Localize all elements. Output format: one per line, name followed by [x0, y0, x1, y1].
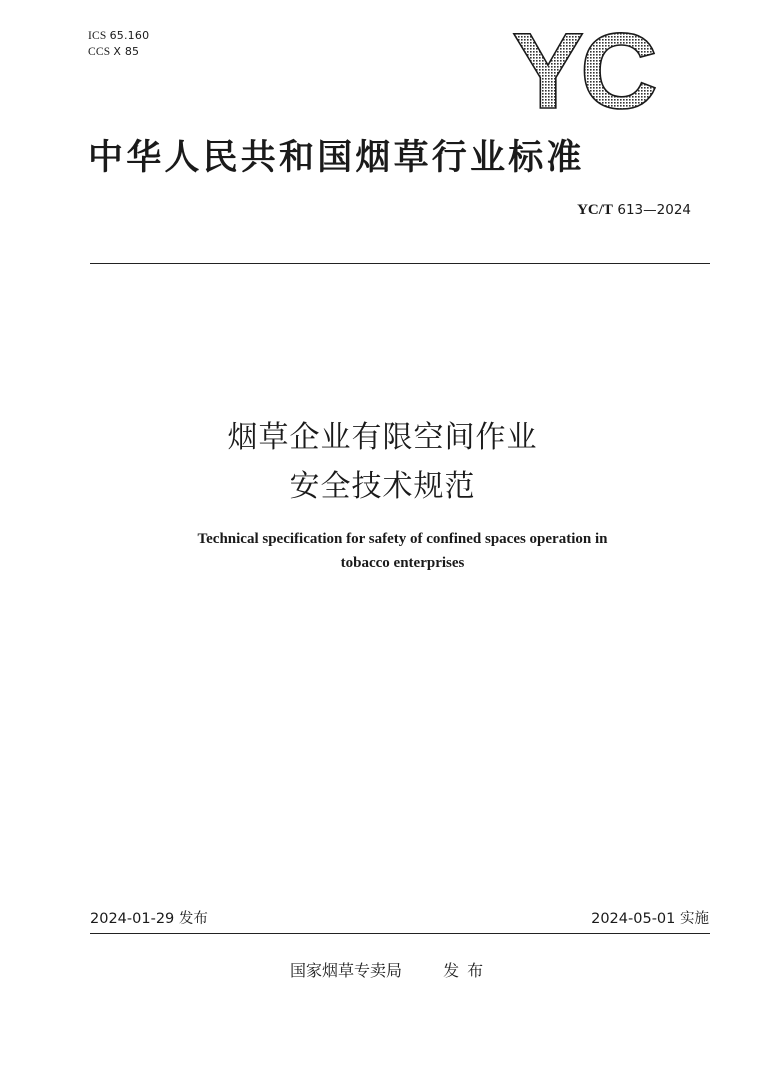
- standard-prefix: YC/T: [577, 202, 613, 218]
- classification-codes: [88, 28, 149, 60]
- publisher-name: 国家烟草专卖局: [290, 961, 403, 980]
- standard-code: 613—2024: [617, 202, 691, 218]
- header-divider: [90, 263, 710, 264]
- publisher-label: 发布: [443, 961, 492, 980]
- title-cn-line1: 烟草企业有限空间作业: [227, 420, 538, 455]
- title-en-line1: Technical specification for safety of confined spaces operation in: [197, 531, 608, 547]
- footer-divider: [90, 933, 710, 934]
- yc-logo-text: YC: [511, 18, 655, 118]
- ics-label: ICS: [88, 30, 107, 42]
- publisher: [290, 958, 491, 981]
- ics-code: 65.160: [109, 29, 150, 42]
- yc-logo: [503, 18, 663, 118]
- organization-title: 中华人民共和国烟草行业标准: [88, 138, 585, 178]
- ccs-line: [88, 44, 149, 60]
- ics-line: [88, 28, 149, 44]
- standard-number: [577, 202, 691, 219]
- title-cn-line2: 安全技术规范: [289, 469, 476, 504]
- implementation-date: 2024-05-01 实施: [591, 911, 709, 927]
- issue-date: 2024-01-29 发布: [90, 911, 208, 927]
- ccs-label: CCS: [88, 46, 111, 58]
- title-en-line2: tobacco enterprises: [340, 555, 465, 571]
- ccs-code: X 85: [113, 45, 140, 58]
